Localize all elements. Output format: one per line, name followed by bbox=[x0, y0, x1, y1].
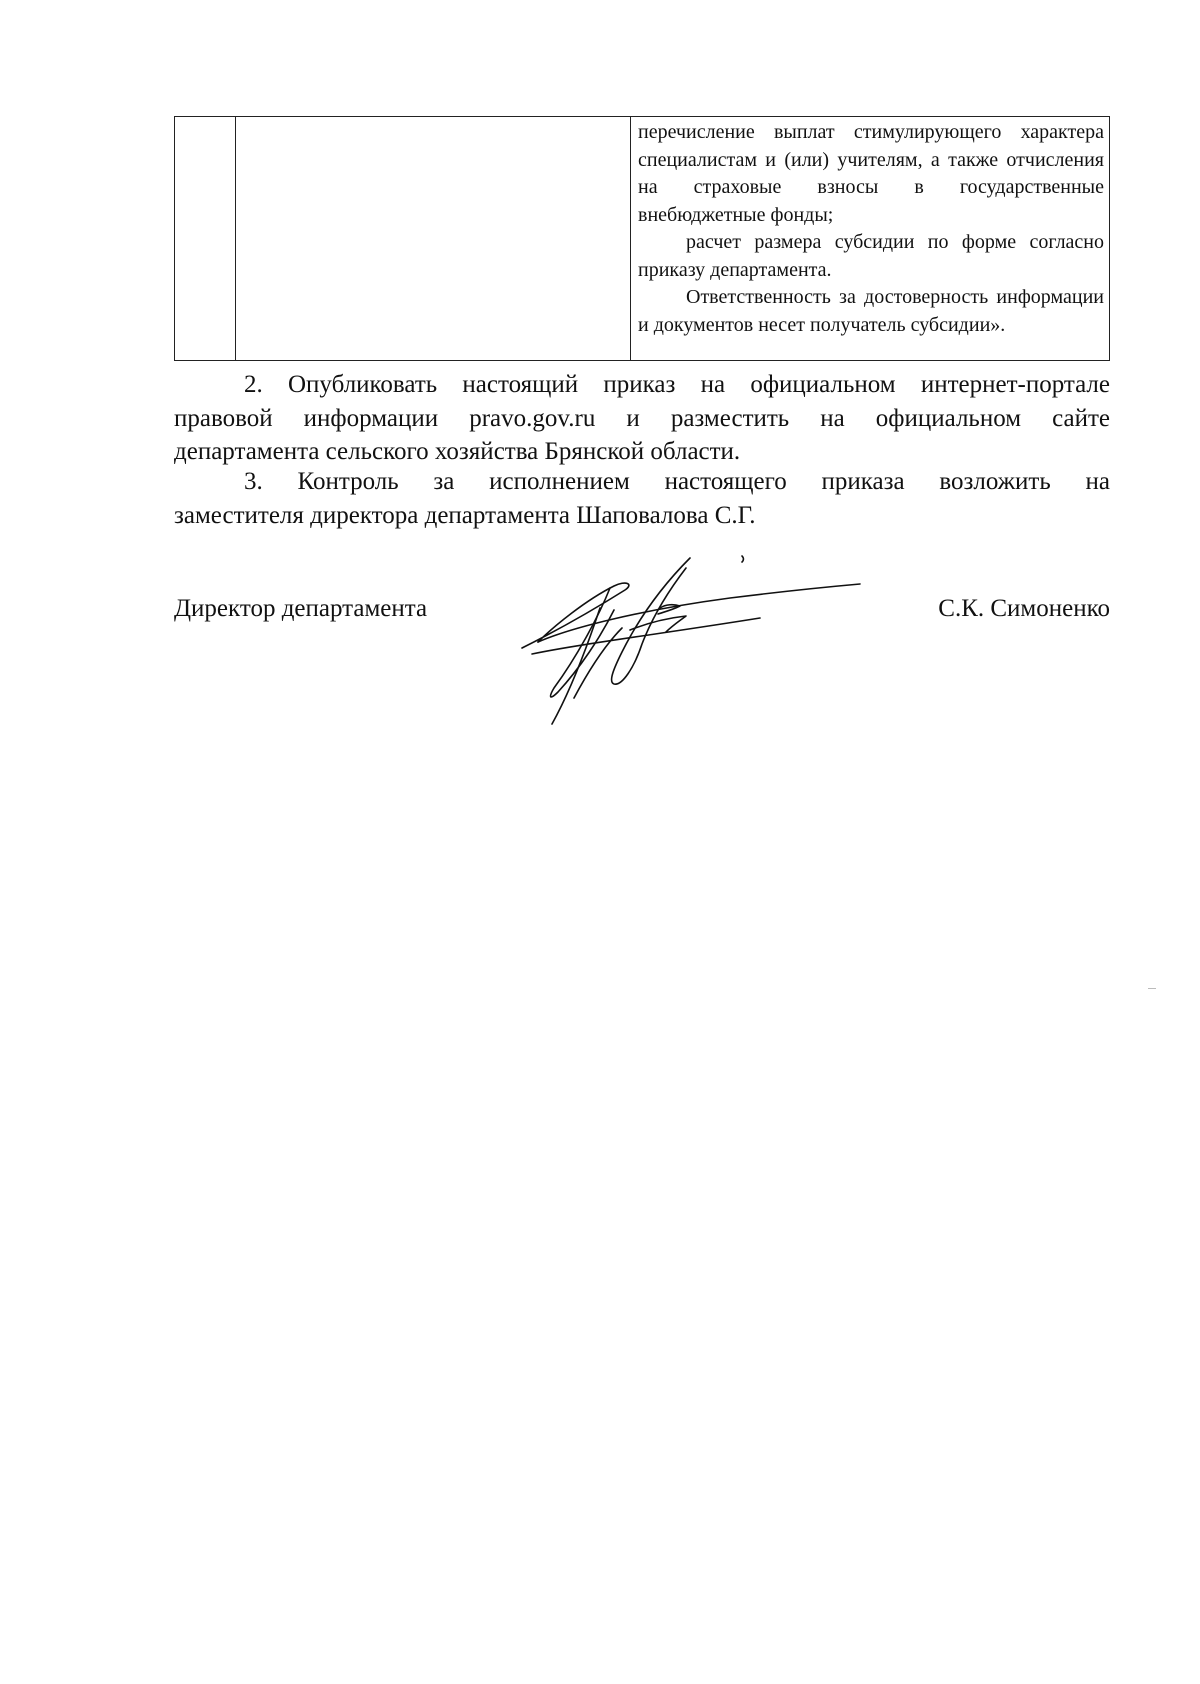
scan-artifact-mark bbox=[1148, 988, 1156, 989]
table-cell-text bbox=[638, 119, 1104, 339]
table-column-divider-2 bbox=[630, 117, 631, 360]
paragraph-control bbox=[174, 465, 1110, 532]
cell-paragraph-payments: перечисление выплат стимулирующего характера специалистам и (или) учителям, а также отчисления на страховые взносы в государственные внебюджетные фонды; bbox=[638, 121, 1104, 226]
paragraph-publish bbox=[174, 368, 1110, 469]
table-column-divider-1 bbox=[235, 117, 236, 360]
handwritten-signature bbox=[510, 548, 870, 728]
cell-paragraph-calculation: расчет размера субсидии по форме согласно приказу департамента. bbox=[638, 231, 1104, 281]
cell-paragraph-responsibility: Ответственность за достоверность информации и документов несет получатель субсидии». bbox=[638, 286, 1104, 336]
paragraph-line: 2. Опубликовать настоящий приказ на официальном интернет-портале bbox=[244, 371, 1110, 398]
paragraph-line: департамента сельского хозяйства Брянской области. bbox=[174, 438, 741, 465]
paragraph-line: 3. Контроль за исполнением настоящего приказа возложить на bbox=[244, 468, 1110, 495]
paragraph-line: правовой информации pravo.gov.ru и разместить на официальном сайте bbox=[174, 404, 1110, 432]
continuation-table bbox=[174, 116, 1110, 361]
signatory-name: С.К. Симоненко bbox=[938, 595, 1110, 622]
signatory-position: Директор департамента bbox=[174, 595, 428, 622]
paragraph-line: заместителя директора департамента Шаповалова С.Г. bbox=[174, 501, 756, 529]
